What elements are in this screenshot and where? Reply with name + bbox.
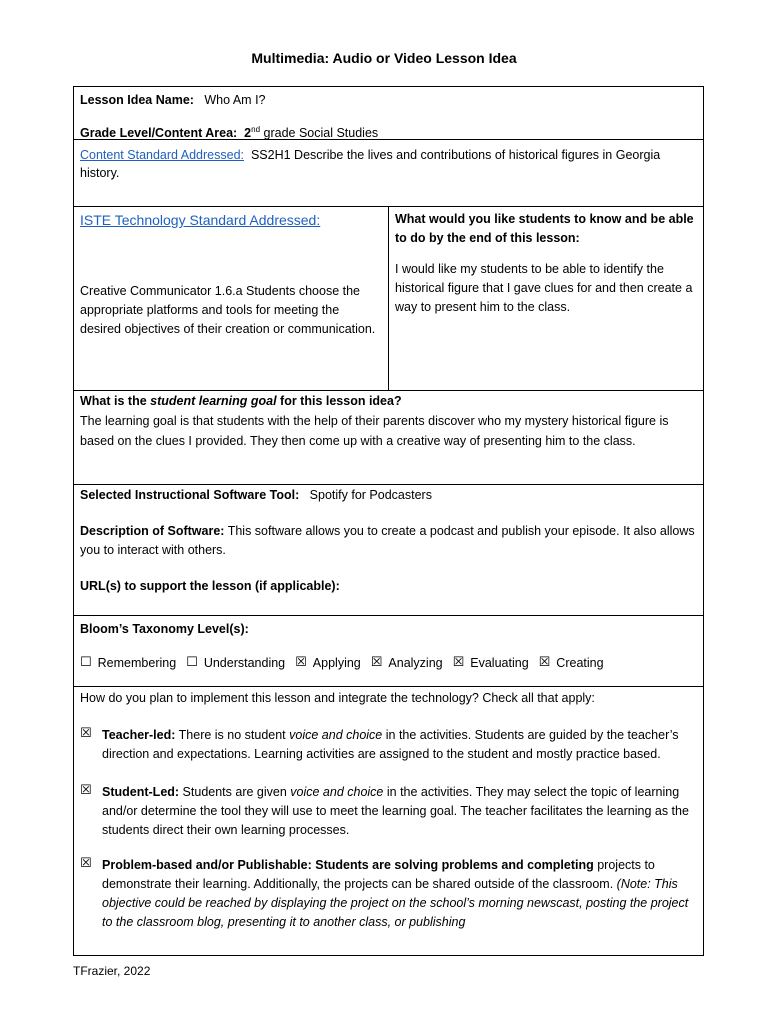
student-led-text: [102, 783, 697, 840]
problem-based-label: Problem-based and/or Publishable: Students are solving problems and completing: [102, 858, 594, 872]
bloom-option-label: Remembering: [97, 655, 177, 670]
bloom-option-label: Analyzing: [388, 655, 443, 670]
checked-box-icon: ☒: [295, 655, 307, 670]
grade-number: 2: [244, 126, 252, 141]
checked-box-icon: ☒: [538, 655, 551, 670]
bloom-options: [80, 655, 697, 670]
url-label: URL(s) to support the lesson (if applicable):: [80, 579, 340, 593]
software-tool-value: Spotify for Podcasters: [309, 488, 432, 502]
bloom-option-analyzing[interactable]: [371, 655, 443, 670]
know-do-answer: I would like my students to be able to identify the historical figure that I gave clues for and then create a way to present him to the class.: [395, 262, 693, 314]
implementation-question: How do you plan to implement this lesson and integrate the technology? Check all that apply:: [80, 691, 595, 705]
bloom-option-label: Creating: [556, 655, 604, 670]
checkbox-icon: ☐: [186, 655, 198, 670]
know-do-question: What would you like students to know and be able to do by the end of this lesson:: [395, 212, 694, 245]
iste-text: Creative Communicator 1.6.a Students choose the appropriate platforms and tools for meeting the desired objectives of their creation or communication.: [80, 284, 376, 336]
grade-ordinal: nd: [251, 125, 261, 134]
teacher-led-text: [102, 726, 697, 764]
teacher-led-item[interactable]: [80, 726, 697, 764]
bloom-option-label: Understanding: [203, 655, 286, 670]
learning-goal-row: [74, 391, 703, 485]
grade-area: grade Social Studies: [260, 126, 379, 141]
bloom-option-remembering[interactable]: [80, 655, 176, 670]
problem-based-item[interactable]: [80, 856, 697, 932]
software-desc-text: This software allows you to create a podcast and publish your episode. It also allows you to interact with others.: [80, 524, 695, 557]
teacher-led-post: in the activities. Students are guided by the teacher’s direction and expectations. Learning activities are assigned to the student and mostly practice based.: [102, 728, 679, 761]
teacher-led-em: voice and choice: [289, 728, 383, 742]
checked-box-icon: ☒: [452, 655, 465, 670]
bloom-option-understanding[interactable]: [186, 655, 285, 670]
software-row: [74, 485, 703, 616]
learning-goal-q-em: student learning goal: [150, 394, 277, 408]
standards-split-row: [74, 207, 703, 391]
lesson-name-row: [74, 87, 703, 140]
student-led-item[interactable]: [80, 783, 697, 840]
iste-label[interactable]: ISTE Technology Standard Addressed:: [80, 212, 321, 228]
lesson-name-line: [80, 91, 697, 110]
checked-box-icon: ☒: [80, 726, 92, 741]
checked-box-icon: ☒: [370, 655, 383, 670]
problem-based-post: projects to demonstrate their learning. Additionally, the projects can be shared outside of the classroom.: [102, 858, 655, 891]
bloom-option-creating[interactable]: [539, 655, 604, 670]
checked-box-icon: ☒: [80, 783, 92, 798]
student-led-em: voice and choice: [290, 785, 384, 799]
document-title: Multimedia: Audio or Video Lesson Idea: [251, 50, 517, 66]
learning-goal-q-pre: What is the: [80, 394, 151, 408]
problem-based-text: [102, 856, 697, 932]
content-standard-row: [74, 140, 703, 207]
problem-based-note: (Note: This objective could be reached by displaying the project on the school’s morning newscast, posting the project to the classroom blog, presenting it to another class, or publishing: [102, 877, 689, 929]
bloom-option-evaluating[interactable]: [453, 655, 529, 670]
lesson-form: [73, 86, 704, 956]
bloom-option-label: Evaluating: [470, 655, 529, 670]
content-standard-text: SS2H1 Describe the lives and contributions of historical figures in Georgia history.: [80, 148, 661, 180]
bloom-option-label: Applying: [312, 655, 361, 670]
student-led-label: Student-Led:: [102, 785, 180, 799]
iste-cell: [74, 207, 389, 390]
bloom-option-applying[interactable]: [295, 655, 361, 670]
teacher-led-pre: There is no student: [175, 728, 290, 742]
learning-goal-q-post: for this lesson idea?: [276, 394, 402, 408]
lesson-name-label: Lesson Idea Name:: [80, 93, 194, 107]
software-desc-label: Description of Software:: [80, 524, 225, 538]
know-do-cell: [389, 207, 703, 390]
student-led-pre: Students are given: [179, 785, 291, 799]
software-tool-label: Selected Instructional Software Tool:: [80, 488, 300, 502]
student-led-post: in the activities. They may select the topic of learning and/or determine the tool they will use to meet the learning goal. The teacher facilitates the learning as the students direct their own learning processes.: [102, 785, 689, 837]
footer-credit: TFrazier, 2022: [73, 964, 151, 978]
checkbox-icon: ☐: [80, 655, 92, 670]
content-standard-label[interactable]: Content Standard Addressed:: [80, 148, 245, 162]
learning-goal-text: The learning goal is that students with the help of their parents discover who my mystery historical figure is based on the clues I provided. They then come up with a creative way of presenting him to the class.: [80, 414, 669, 448]
grade-label: Grade Level/Content Area:: [80, 126, 238, 141]
software-tool-line: [80, 486, 697, 505]
lesson-name-value: Who Am I?: [204, 93, 266, 107]
learning-goal-question: [80, 392, 697, 411]
teacher-led-label: Teacher-led:: [102, 728, 176, 742]
bloom-label: Bloom’s Taxonomy Level(s):: [80, 622, 249, 636]
checked-box-icon: ☒: [80, 856, 92, 871]
software-description: [80, 522, 697, 560]
implementation-row: [74, 687, 703, 934]
bloom-row: [74, 616, 703, 687]
